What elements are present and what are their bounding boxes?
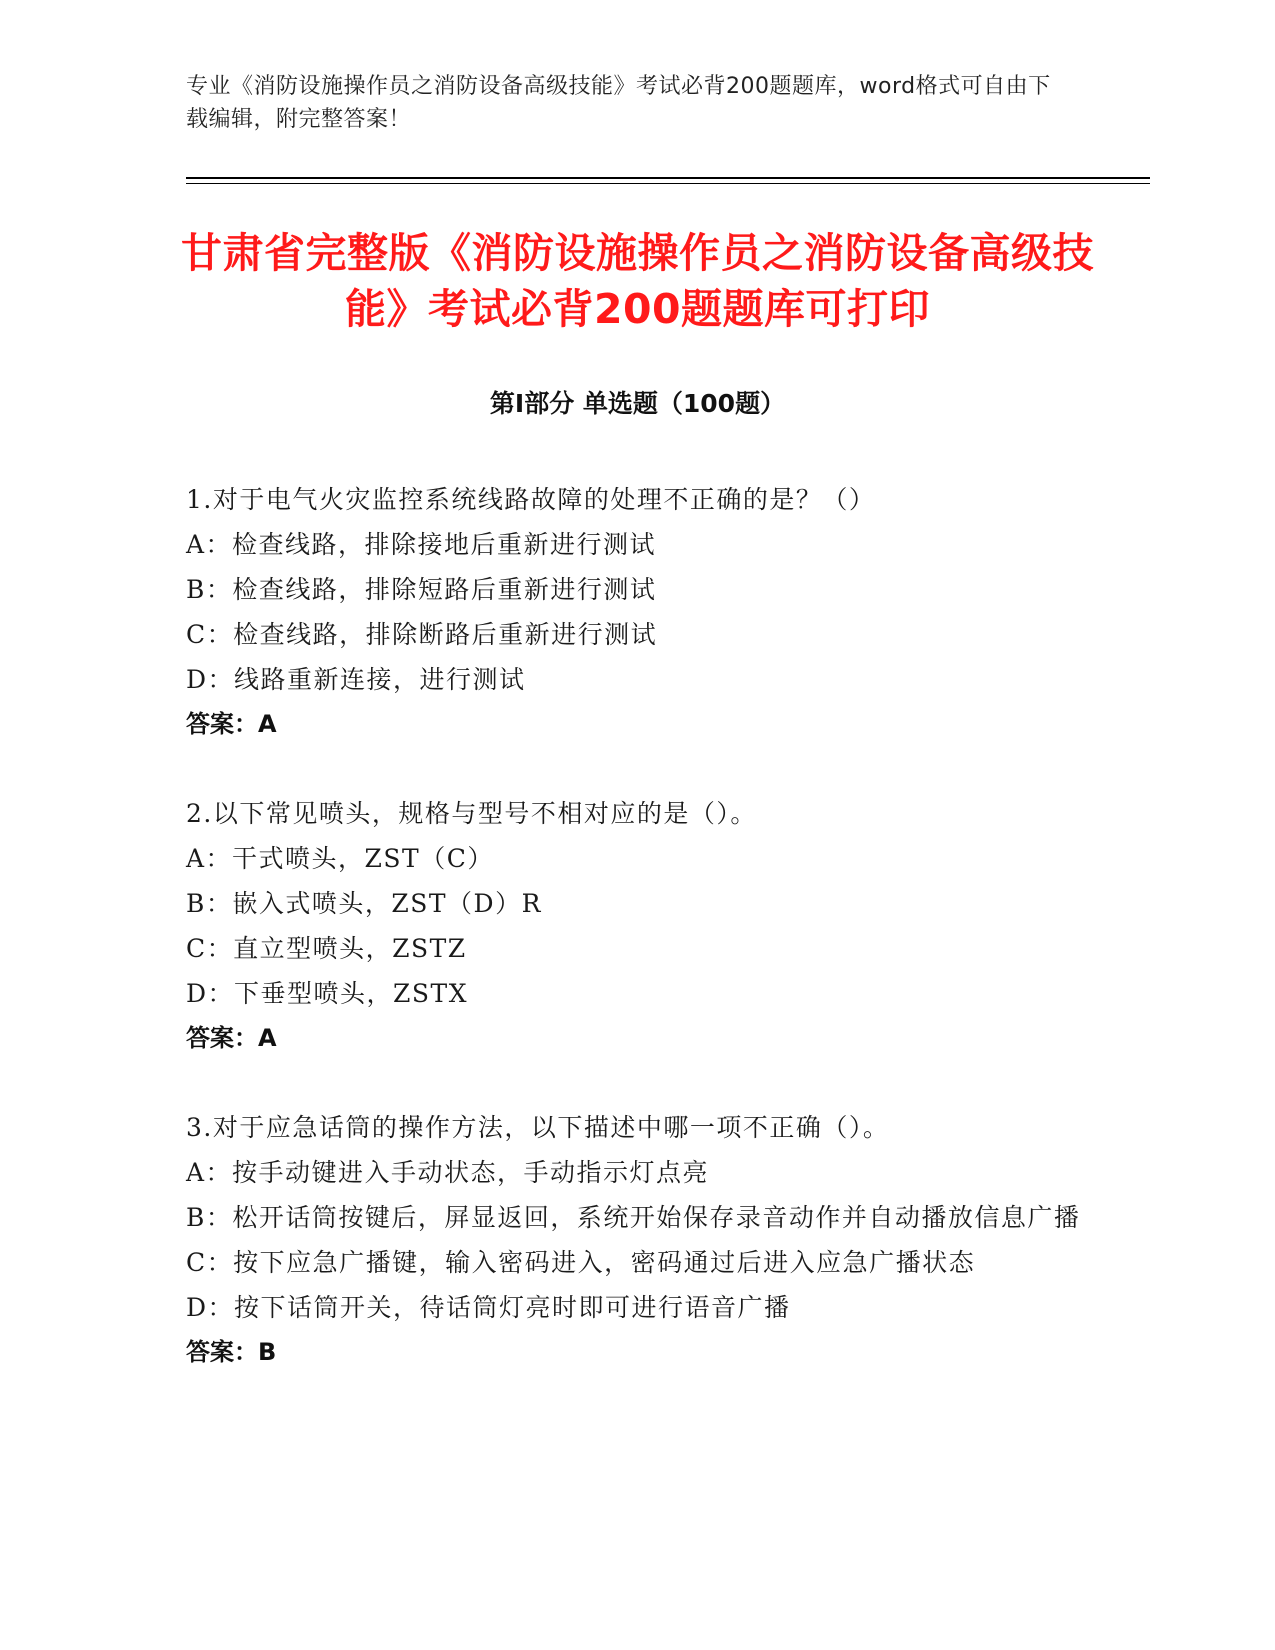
option-c: C：检查线路，排除断路后重新进行测试 (186, 620, 658, 649)
question-stem: 2.以下常见喷头，规格与型号不相对应的是（）。 (186, 799, 757, 828)
section-title: 第Ⅰ部分 单选题（100题） (489, 389, 786, 418)
question-stem: 1.对于电气火灾监控系统线路故障的处理不正确的是？（） (186, 485, 876, 514)
option-a: A：干式喷头，ZST（C） (186, 844, 494, 873)
option-b: B：检查线路，排除短路后重新进行测试 (186, 575, 657, 604)
answer: 答案：A (186, 710, 277, 738)
question-1 (186, 477, 1086, 747)
option-c: C：直立型喷头，ZSTZ (186, 934, 467, 963)
header-note: 专业《消防设施操作员之消防设备高级技能》考试必背200题题库，word格式可自由下载编辑，附完整答案！ (186, 74, 1051, 132)
question-list (186, 477, 1086, 1419)
question-2 (186, 791, 1086, 1061)
document-title: 甘肃省完整版《消防设施操作员之消防设备高级技能》考试必背200题题库可打印 (181, 229, 1094, 333)
header-rule-thick (186, 177, 1150, 179)
option-d: D：线路重新连接，进行测试 (186, 665, 526, 694)
option-a: A：按手动键进入手动状态，手动指示灯点亮 (186, 1158, 710, 1187)
answer: 答案：A (186, 1024, 277, 1052)
option-a: A：检查线路，排除接地后重新进行测试 (186, 530, 657, 559)
question-3 (186, 1105, 1086, 1375)
answer: 答案：B (186, 1338, 277, 1366)
option-d: D：下垂型喷头，ZSTX (186, 979, 469, 1008)
option-b: B：松开话筒按键后，屏显返回，系统开始保存录音动作并自动播放信息广播 (186, 1203, 1081, 1232)
option-c: C：按下应急广播键，输入密码进入，密码通过后进入应急广播状态 (186, 1248, 976, 1277)
header-rule-thin (186, 183, 1150, 184)
question-stem: 3.对于应急话筒的操作方法，以下描述中哪一项不正确（）。 (186, 1113, 890, 1142)
option-b: B：嵌入式喷头，ZST（D）R (186, 889, 542, 918)
option-d: D：按下话筒开关，待话筒灯亮时即可进行语音广播 (186, 1293, 791, 1322)
